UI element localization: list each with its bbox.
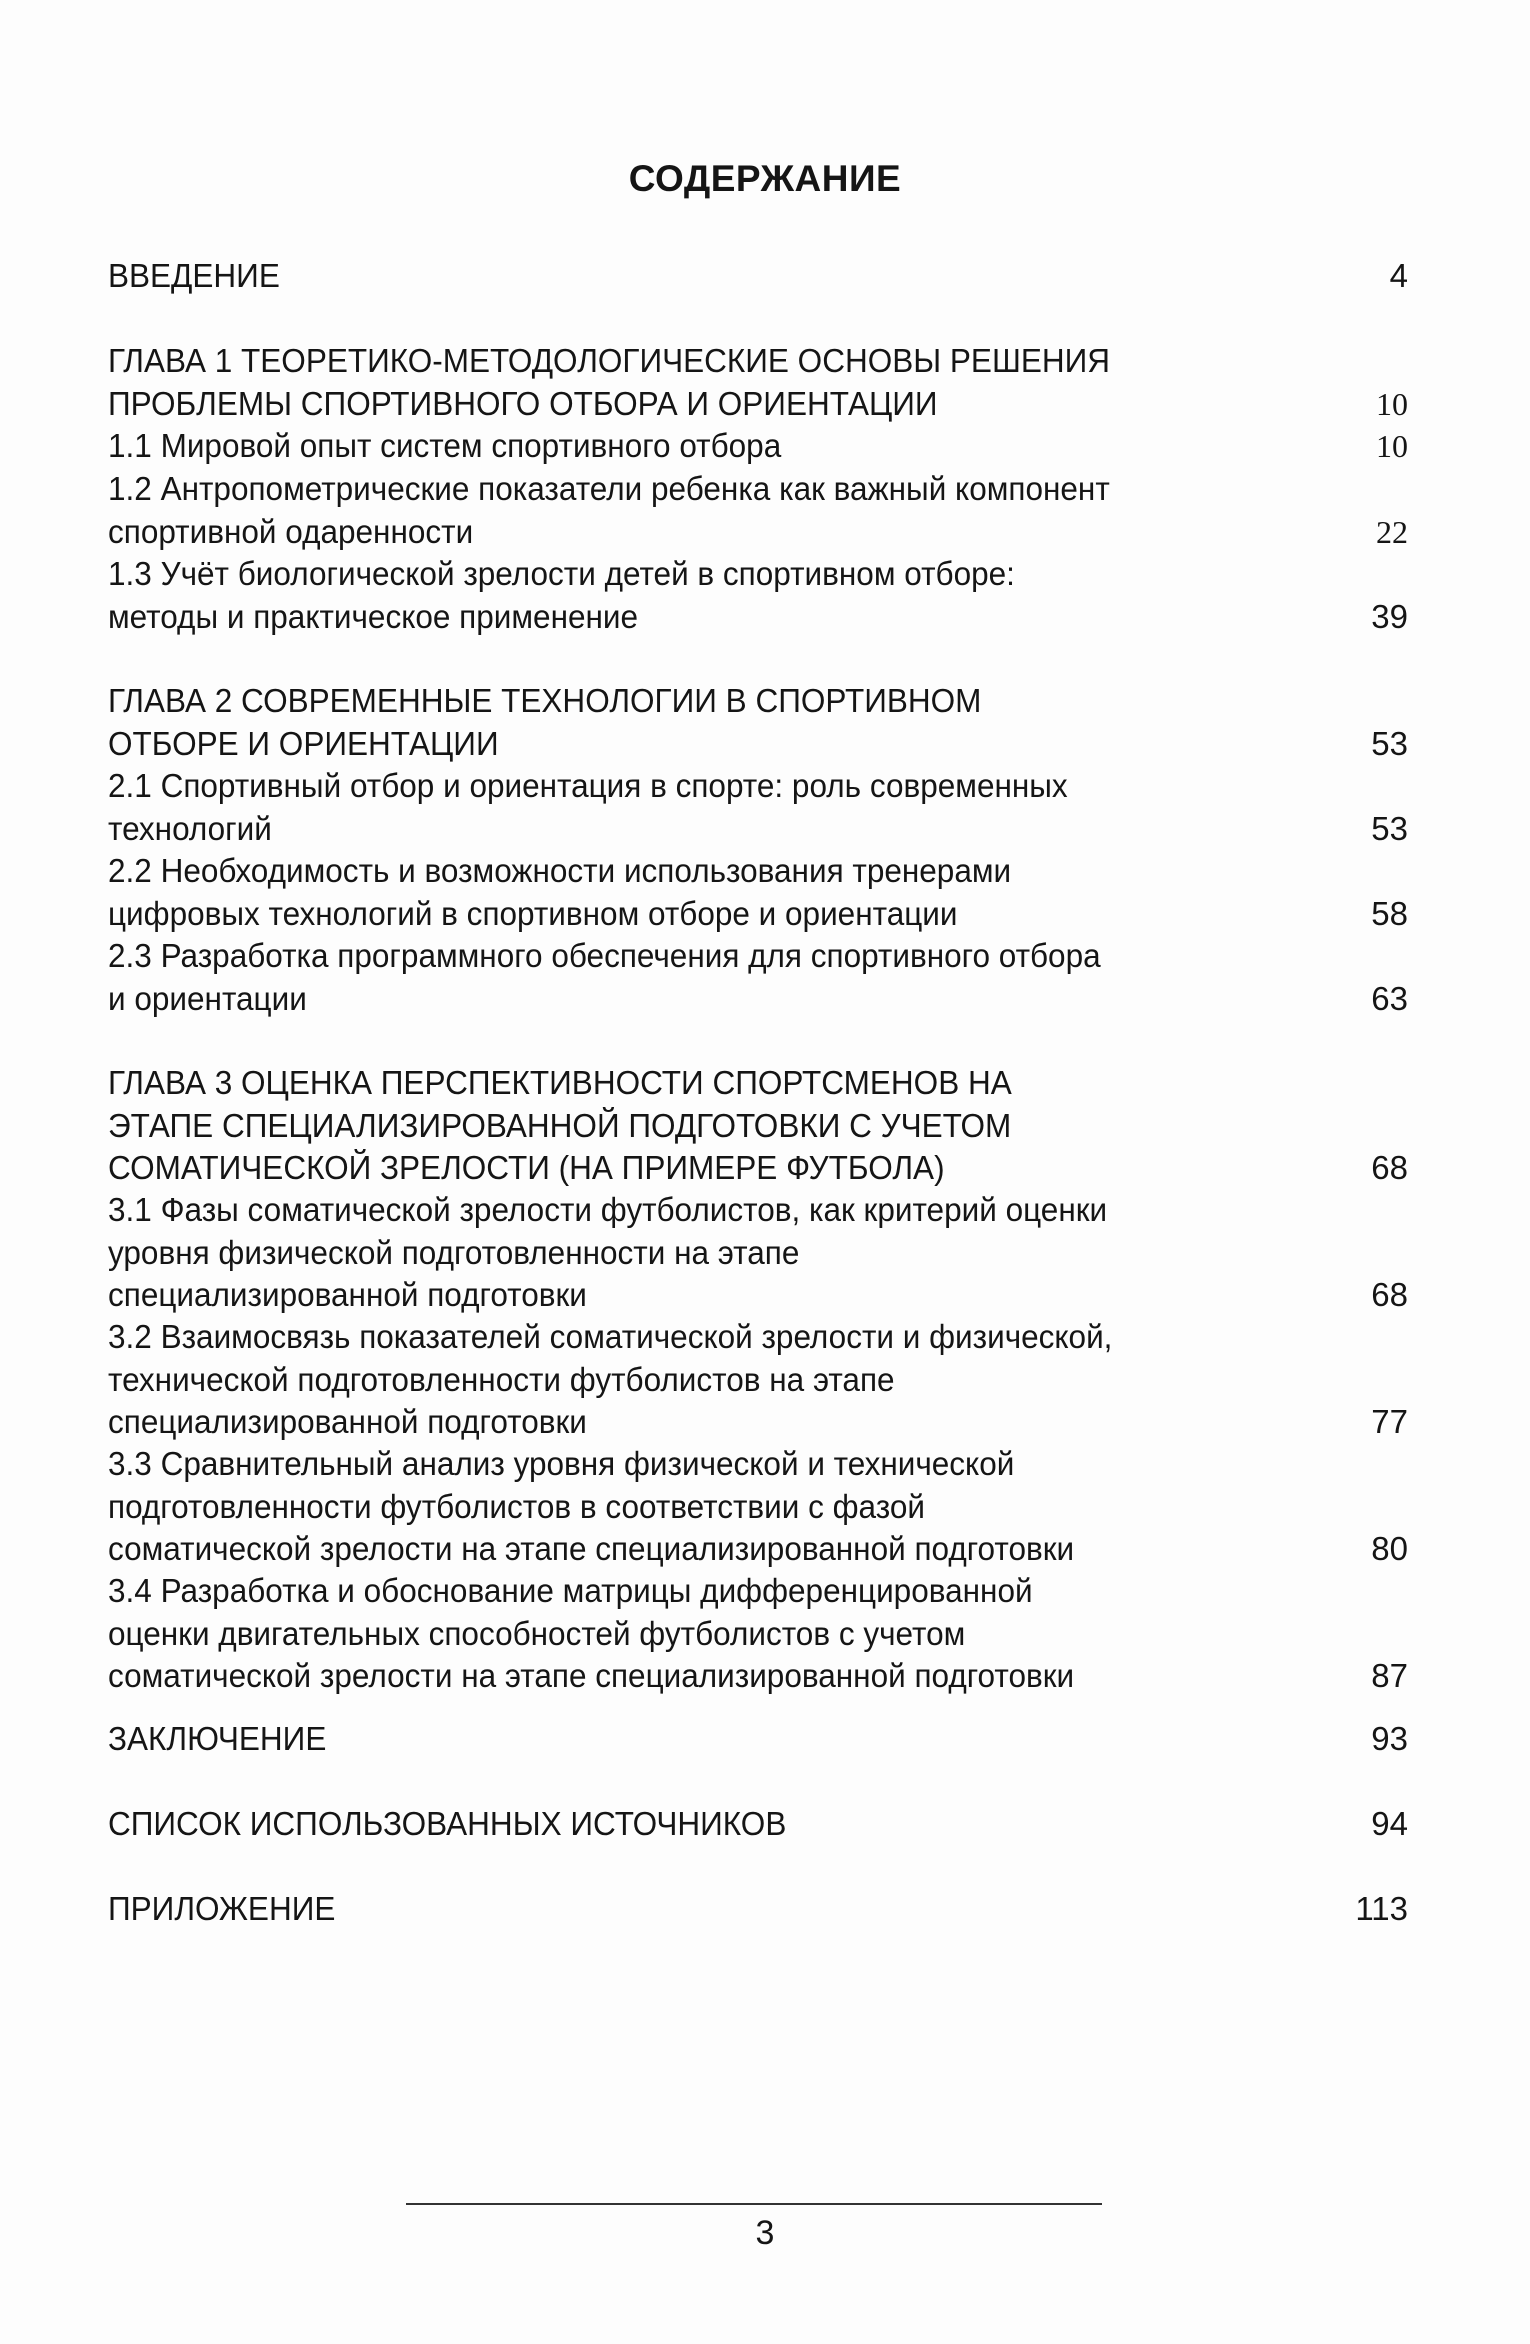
toc-entry — [108, 765, 1408, 850]
toc-page-number: 53 — [1371, 809, 1408, 847]
toc-page-number: 58 — [1371, 894, 1408, 932]
toc-entry-text: специализированной подготовки — [108, 1276, 587, 1313]
toc-entry-text: СПИСОК ИСПОЛЬЗОВАННЫХ ИСТОЧНИКОВ — [108, 1805, 787, 1842]
toc-page-number: 22 — [1376, 513, 1408, 550]
toc-entry — [108, 340, 1408, 425]
toc-entry-text: 3.2 Взаимосвязь показателей соматической зрелости и физической, — [108, 1318, 1113, 1355]
toc-page-number: 80 — [1371, 1530, 1408, 1567]
toc-entry — [108, 850, 1408, 935]
toc-entry — [108, 1803, 1408, 1846]
toc-page-number: 39 — [1371, 597, 1408, 635]
toc-entry — [108, 1189, 1408, 1317]
toc-entry-text: ЗАКЛЮЧЕНИЕ — [108, 1720, 327, 1757]
toc-entry-text: соматической зрелости на этапе специализированной подготовки — [108, 1657, 1075, 1694]
toc-entry-text: ПРИЛОЖЕНИЕ — [108, 1890, 336, 1927]
footer-page-number: 3 — [755, 2214, 775, 2252]
toc-entry-text: 2.1 Спортивный отбор и ориентация в спорте: роль современных — [108, 767, 1068, 804]
toc-entry-text: методы и практическое применение — [108, 597, 639, 635]
toc-entry — [108, 425, 1408, 468]
toc-entry — [108, 1570, 1408, 1698]
toc-entry-text: цифровых технологий в спортивном отборе и ориентации — [108, 894, 958, 932]
toc-entry-text: 2.2 Необходимость и возможности использования тренерами — [108, 852, 1012, 889]
toc-entry — [108, 1718, 1408, 1761]
toc-entry-text: 2.3 Разработка программного обеспечения для спортивного отбора — [108, 937, 1101, 974]
toc-entry-text: ГЛАВА 2 СОВРЕМЕННЫЕ ТЕХНОЛОГИИ В СПОРТИВНОМ — [108, 682, 982, 719]
toc-page-number: 77 — [1371, 1403, 1408, 1440]
toc-page-number: 63 — [1371, 979, 1408, 1017]
toc-page-number: 68 — [1371, 1149, 1408, 1186]
page-title: СОДЕРЖАНИЕ — [628, 158, 902, 199]
toc-page-number: 94 — [1371, 1805, 1408, 1842]
toc-entry-text: ГЛАВА 3 ОЦЕНКА ПЕРСПЕКТИВНОСТИ СПОРТСМЕНОВ НА — [108, 1064, 1012, 1101]
toc-page-number: 68 — [1371, 1276, 1408, 1313]
toc-entry-text: соматической зрелости на этапе специализированной подготовки — [108, 1530, 1075, 1567]
toc-entry-text: оценки двигательных способностей футболистов с учетом — [108, 1614, 966, 1652]
toc-page-number: 10 — [1376, 428, 1408, 464]
toc-entry — [108, 935, 1408, 1020]
toc-entry — [108, 553, 1408, 638]
toc-page-number: 10 — [1376, 385, 1408, 422]
toc-entry-text: 3.3 Сравнительный анализ уровня физической и технической — [108, 1445, 1015, 1482]
toc-entry-text: ГЛАВА 1 ТЕОРЕТИКО-МЕТОДОЛОГИЧЕСКИЕ ОСНОВЫ РЕШЕНИЯ — [108, 342, 1111, 379]
toc-entry-text: 1.3 Учёт биологической зрелости детей в спортивном отборе: — [108, 555, 1015, 592]
toc-entry — [108, 1316, 1408, 1444]
toc-entry — [108, 1062, 1408, 1190]
toc-entry-text: 3.1 Фазы соматической зрелости футболистов, как критерий оценки — [108, 1191, 1108, 1228]
toc-entry — [108, 680, 1408, 765]
toc-entry — [108, 255, 1408, 298]
toc-entry-text: ВВЕДЕНИЕ — [108, 257, 280, 294]
toc-entry-text: спортивной одаренности — [108, 512, 474, 550]
toc-entry-text: технологий — [108, 809, 272, 847]
toc-entry-text: ОТБОРЕ И ОРИЕНТАЦИИ — [108, 724, 499, 762]
toc-entry-text: 3.4 Разработка и обоснование матрицы дифференцированной — [108, 1572, 1033, 1609]
toc-page-number: 87 — [1371, 1657, 1408, 1694]
toc-page-number: 113 — [1355, 1890, 1408, 1927]
toc-entry-text: ПРОБЛЕМЫ СПОРТИВНОГО ОТБОРА И ОРИЕНТАЦИИ — [108, 384, 938, 422]
toc-entry-text: технической подготовленности футболистов на этапе — [108, 1360, 895, 1398]
toc-entry-text: 1.1 Мировой опыт систем спортивного отбора — [108, 427, 782, 464]
toc-entry — [108, 468, 1408, 553]
toc-entry — [108, 1443, 1408, 1571]
toc-entry-text: 1.2 Антропометрические показатели ребенка как важный компонент — [108, 470, 1110, 507]
footer-divider — [406, 2203, 1102, 2205]
toc-page-number: 93 — [1371, 1720, 1408, 1757]
toc-entry-text: специализированной подготовки — [108, 1403, 587, 1440]
toc-entry-text: уровня физической подготовленности на этапе — [108, 1233, 800, 1271]
toc-page-number: 4 — [1389, 257, 1408, 294]
toc-entry — [108, 1888, 1408, 1931]
toc-entry-text: подготовленности футболистов в соответствии с фазой — [108, 1487, 925, 1525]
toc-entry-text: и ориентации — [108, 979, 307, 1017]
toc-page-number: 53 — [1371, 724, 1408, 762]
toc-entry-text: СОМАТИЧЕСКОЙ ЗРЕЛОСТИ (НА ПРИМЕРЕ ФУТБОЛА) — [108, 1149, 945, 1186]
toc-entry-text: ЭТАПЕ СПЕЦИАЛИЗИРОВАННОЙ ПОДГОТОВКИ С УЧЕТОМ — [108, 1106, 1012, 1144]
